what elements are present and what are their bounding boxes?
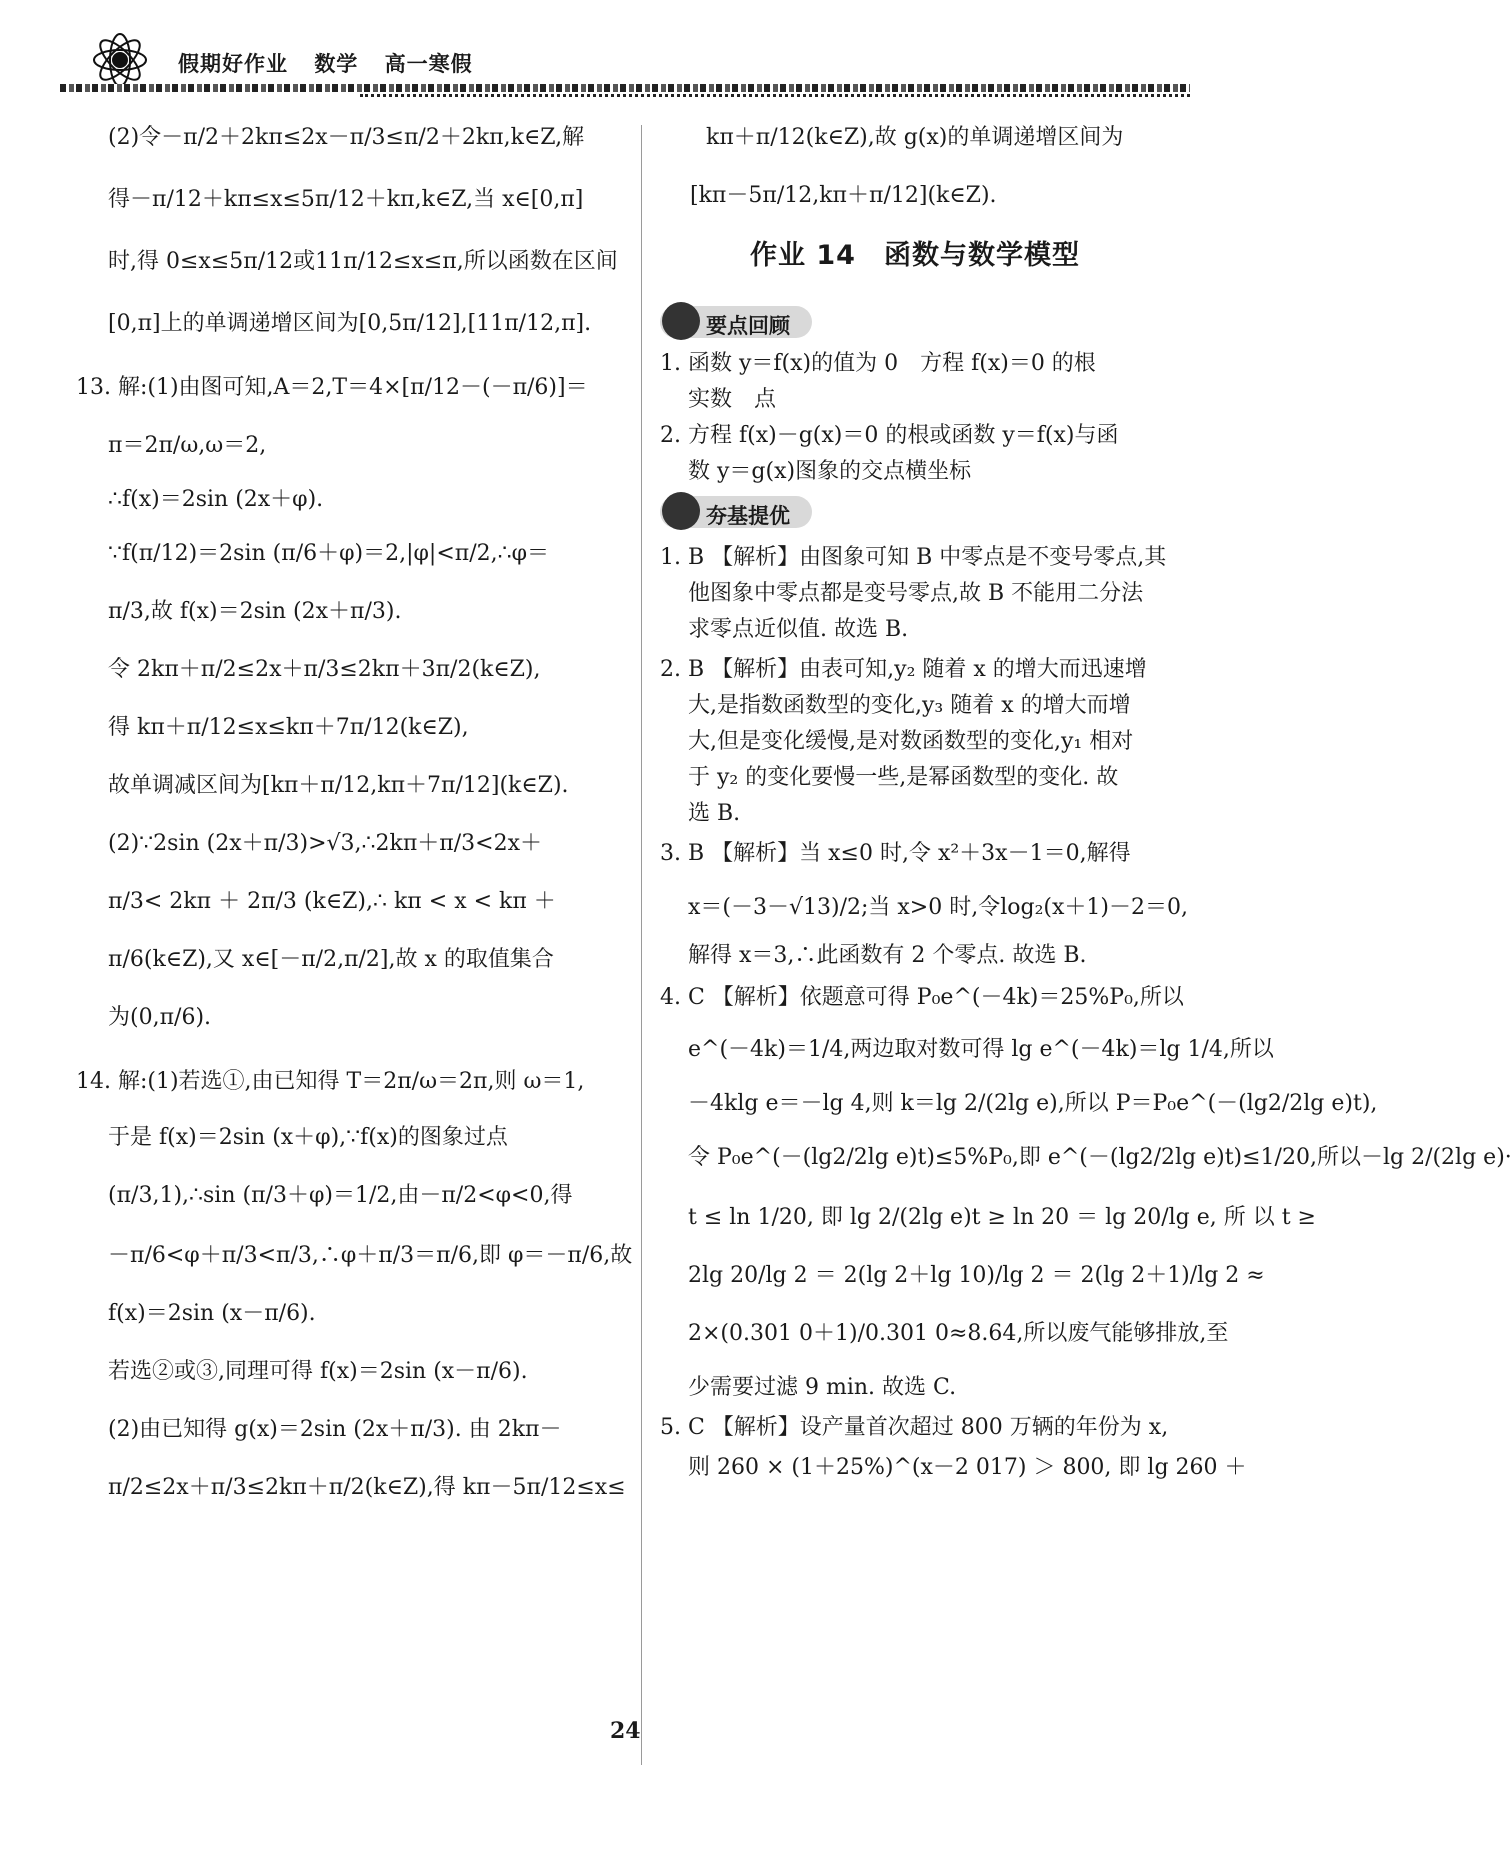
practice-line: 1. B 【解析】由图象可知 B 中零点是不变号零点,其 <box>660 545 1167 570</box>
practice-line: 令 P₀e^(－(lg2/2lg e)t)≤5%P₀,即 e^(－(lg2/2lg e)t)≤1/20,所以－lg 2/(2lg e)· <box>688 1145 1512 1170</box>
practice-line: 4. C 【解析】依题意可得 P₀e^(－4k)＝25%P₀,所以 <box>660 985 1184 1010</box>
practice-line: 他图象中零点都是变号零点,故 B 不能用二分法 <box>688 581 1144 606</box>
text-line: f(x)＝2sin (x－π/6). <box>108 1301 316 1326</box>
problem-13: 13. 解:(1)由图可知,A＝2,T＝4×[π/12－(－π/6)]＝ <box>76 375 588 400</box>
practice-line: －4klg e＝－lg 4,则 k＝lg 2/(2lg e),所以 P＝P₀e^(－(lg2/2lg e)t), <box>688 1091 1378 1116</box>
header-title <box>178 48 491 78</box>
practice-line: e^(－4k)＝1/4,两边取对数可得 lg e^(－4k)＝lg 1/4,所以 <box>688 1037 1274 1062</box>
page-number: 24 <box>610 1718 641 1744</box>
page-header <box>60 28 1200 98</box>
practice-line: 大,是指数函数型的变化,y₃ 随着 x 的增大而增 <box>688 693 1131 718</box>
text-line: 为(0,π/6). <box>108 1005 212 1030</box>
practice-line: 2×(0.301 0＋1)/0.301 0≈8.64,所以废气能够排放,至 <box>688 1321 1229 1346</box>
text-line: π/6(k∈Z),又 x∈[－π/2,π/2],故 x 的取值集合 <box>108 947 554 972</box>
header-grade: 高一寒假 <box>384 52 473 76</box>
text-line: π＝2π/ω,ω＝2, <box>108 433 267 458</box>
column-divider <box>641 125 642 1765</box>
practice-line: 解得 x＝3,∴此函数有 2 个零点. 故选 B. <box>688 943 1087 968</box>
practice-line: 5. C 【解析】设产量首次超过 800 万辆的年份为 x, <box>660 1415 1169 1440</box>
text-line: 故单调减区间为[kπ＋π/12,kπ＋7π/12](k∈Z). <box>108 773 569 798</box>
text-line: (2)令－π/2＋2kπ≤2x－π/3≤π/2＋2kπ,k∈Z,解 <box>108 125 585 150</box>
header-rule <box>60 84 1190 92</box>
practice-line: t ≤ ln 1/20, 即 lg 2/(2lg e)t ≥ ln 20 ＝ lg 20/lg e, 所 以 t ≥ <box>688 1205 1316 1230</box>
practice-line: 于 y₂ 的变化要慢一些,是幂函数型的变化. 故 <box>688 765 1119 790</box>
text-line: (π/3,1),∴sin (π/3＋φ)＝1/2,由－π/2<φ<0,得 <box>108 1183 573 1208</box>
text-line: 于是 f(x)＝2sin (x＋φ),∵f(x)的图象过点 <box>108 1125 508 1150</box>
practice-line: 求零点近似值. 故选 B. <box>688 617 909 642</box>
review-line: 实数 点 <box>688 387 777 412</box>
text-line: (2)∵2sin (2x＋π/3)>√3,∴2kπ＋π/3<2x＋ <box>108 831 543 856</box>
problem-14: 14. 解:(1)若选①,由已知得 T＝2π/ω＝2π,则 ω＝1, <box>76 1069 585 1094</box>
practice-line: 大,但是变化缓慢,是对数函数型的变化,y₁ 相对 <box>688 729 1134 754</box>
practice-line: 少需要过滤 9 min. 故选 C. <box>688 1375 957 1400</box>
text-line: kπ＋π/12(k∈Z),故 g(x)的单调递增区间为 <box>706 125 1124 150</box>
text-line: π/2≤2x＋π/3≤2kπ＋π/2(k∈Z),得 kπ－5π/12≤x≤ <box>108 1475 626 1500</box>
text-line: [0,π]上的单调递增区间为[0,5π/12],[11π/12,π]. <box>108 311 592 336</box>
text-line: 令 2kπ＋π/2≤2x＋π/3≤2kπ＋3π/2(k∈Z), <box>108 657 541 682</box>
building-icon <box>662 492 700 530</box>
practice-line: 2lg 20/lg 2 ＝ 2(lg 2＋lg 10)/lg 2 ＝ 2(lg 2＋1)/lg 2 ≈ <box>688 1263 1265 1288</box>
text-line: π/3,故 f(x)＝2sin (2x＋π/3). <box>108 599 402 624</box>
text-line: 时,得 0≤x≤5π/12或11π/12≤x≤π,所以函数在区间 <box>108 249 618 274</box>
header-subject: 数学 <box>314 52 359 76</box>
text-line: (2)由已知得 g(x)＝2sin (2x＋π/3). 由 2kπ－ <box>108 1417 562 1442</box>
practice-tag-label: 夯基提优 <box>706 504 790 528</box>
practice-line: 2. B 【解析】由表可知,y₂ 随着 x 的增大而迅速增 <box>660 657 1147 682</box>
header-dotted-rule <box>360 94 1190 97</box>
practice-line: x＝(－3－√13)/2;当 x>0 时,令log₂(x＋1)－2＝0, <box>688 895 1188 920</box>
review-line: 1. 函数 y＝f(x)的值为 0 方程 f(x)＝0 的根 <box>660 351 1096 376</box>
practice-line: 选 B. <box>688 801 741 826</box>
header-series: 假期好作业 <box>178 52 288 76</box>
text-line: ∵f(π/12)＝2sin (π/6＋φ)＝2,|φ|<π/2,∴φ＝ <box>108 541 550 566</box>
practice-line: 3. B 【解析】当 x≤0 时,令 x²＋3x－1＝0,解得 <box>660 841 1131 866</box>
section-title: 作业 14 函数与数学模型 <box>750 240 1080 271</box>
practice-line: 则 260 × (1＋25%)^(x－2 017) ＞ 800, 即 lg 260 ＋ <box>688 1455 1247 1480</box>
review-tag-label: 要点回顾 <box>706 314 790 338</box>
practice-tag <box>660 492 820 532</box>
review-line: 2. 方程 f(x)－g(x)＝0 的根或函数 y＝f(x)与函 <box>660 423 1119 448</box>
text-line: －π/6<φ＋π/3<π/3,∴φ＋π/3＝π/6,即 φ＝－π/6,故 <box>108 1243 633 1268</box>
text-line: ∴f(x)＝2sin (2x＋φ). <box>108 487 324 512</box>
text-line: 若选②或③,同理可得 f(x)＝2sin (x－π/6). <box>108 1359 528 1384</box>
text-line: 得 kπ＋π/12≤x≤kπ＋7π/12(k∈Z), <box>108 715 469 740</box>
review-line: 数 y＝g(x)图象的交点横坐标 <box>688 459 972 484</box>
text-line: π/3< 2kπ ＋ 2π/3 (k∈Z),∴ kπ < x < kπ ＋ <box>108 889 556 914</box>
review-tag <box>660 302 820 342</box>
text-line: 得－π/12＋kπ≤x≤5π/12＋kπ,k∈Z,当 x∈[0,π] <box>108 187 584 212</box>
text-line: [kπ－5π/12,kπ＋π/12](k∈Z). <box>690 183 997 208</box>
globe-icon <box>662 302 700 340</box>
